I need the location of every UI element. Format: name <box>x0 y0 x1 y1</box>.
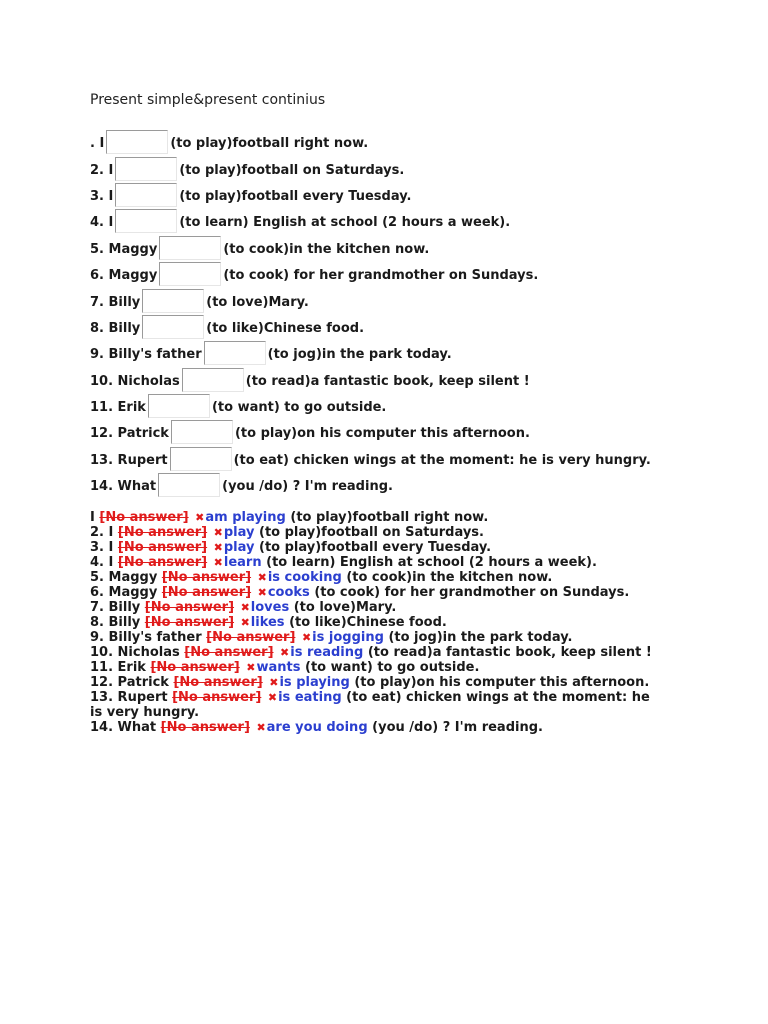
answer-text: (to cook)in the kitchen now. <box>346 570 553 585</box>
answer-text: (to read)a fantastic book, keep silent ! <box>367 645 652 660</box>
wrong-mark-icon: ✖ <box>256 721 266 734</box>
exercise-text: (to play)on his computer this afternoon. <box>234 426 530 441</box>
answer-prefix: 2. I <box>90 525 114 540</box>
answer-text: (to play)football on Saturdays. <box>259 525 484 540</box>
exercise-row <box>90 152 404 178</box>
wrong-mark-icon: ✖ <box>267 691 278 704</box>
no-answer-label: [No answer] <box>172 690 262 705</box>
exercise-row <box>90 336 452 362</box>
exercise-prefix: 5. Maggy <box>90 242 158 257</box>
no-answer-label: [No answer] <box>161 570 252 585</box>
wrong-mark-icon: ✖ <box>246 661 256 674</box>
exercise-text: (to play)football on Saturdays. <box>179 163 405 178</box>
answer-prefix: 10. Nicholas <box>90 645 180 660</box>
page-title: Present simple&present continius <box>90 92 326 108</box>
answer-prefix: 11. Erik <box>90 660 146 675</box>
answer-input[interactable] <box>106 130 168 154</box>
answer-text: (to want) to go outside. <box>305 660 480 675</box>
wrong-mark-icon: ✖ <box>280 646 290 659</box>
no-answer-label: [No answer] <box>117 540 208 555</box>
answer-line <box>90 585 660 600</box>
answer-input[interactable] <box>158 473 220 497</box>
answer-line <box>90 510 660 525</box>
exercise-prefix: 9. Billy's father <box>90 347 202 362</box>
exercise-row <box>90 178 411 204</box>
exercise-row <box>90 204 510 230</box>
exercise-row <box>90 363 530 389</box>
wrong-mark-icon: ✖ <box>195 511 205 524</box>
correct-answer: is cooking <box>267 570 342 585</box>
exercise-prefix: 8. Billy <box>90 321 141 336</box>
answer-text: (to play)football every Tuesday. <box>259 540 492 555</box>
correct-answer: am playing <box>205 510 286 525</box>
exercise-prefix: 10. Nicholas <box>90 374 180 389</box>
wrong-mark-icon: ✖ <box>213 541 223 554</box>
correct-answer: wants <box>256 660 301 675</box>
exercise-prefix: 2. I <box>90 163 114 178</box>
answer-line <box>90 525 660 540</box>
answer-prefix: 5. Maggy <box>90 570 158 585</box>
correct-answer: is jogging <box>312 630 384 645</box>
exercise-prefix: 12. Patrick <box>90 426 169 441</box>
wrong-mark-icon: ✖ <box>213 556 223 569</box>
wrong-mark-icon: ✖ <box>257 571 267 584</box>
answer-prefix: 6. Maggy <box>90 585 158 600</box>
answer-text: (to jog)in the park today. <box>388 630 573 645</box>
exercise-prefix: 13. Rupert <box>90 453 168 468</box>
correct-answer: learn <box>223 555 262 570</box>
no-answer-label: [No answer] <box>160 720 250 735</box>
exercise-row <box>90 468 393 494</box>
exercise-text: (to eat) chicken wings at the moment: he is very hungry. <box>233 453 651 468</box>
answer-input[interactable] <box>171 420 233 444</box>
exercise-row <box>90 389 386 415</box>
answer-prefix: I <box>90 510 95 525</box>
no-answer-label: [No answer] <box>150 660 240 675</box>
exercise-text: (to learn) English at school (2 hours a week). <box>179 215 511 230</box>
no-answer-label: [No answer] <box>161 585 252 600</box>
answer-prefix: 7. Billy <box>90 600 141 615</box>
correct-answer: cooks <box>267 585 310 600</box>
exercise-prefix: 3. I <box>90 189 114 204</box>
correct-answer: play <box>223 525 255 540</box>
answer-line <box>90 660 660 675</box>
answer-key <box>90 510 660 735</box>
exercise-row <box>90 442 651 468</box>
exercise-prefix: 14. What <box>90 479 157 494</box>
exercise-text: (to play)football every Tuesday. <box>179 189 412 204</box>
wrong-mark-icon: ✖ <box>269 676 279 689</box>
exercise-text: (to want) to go outside. <box>211 400 387 415</box>
answer-line <box>90 570 660 585</box>
answer-line <box>90 690 660 720</box>
answer-text: (to play)on his computer this afternoon. <box>354 675 650 690</box>
answer-text: (to play)football right now. <box>290 510 489 525</box>
exercise-row <box>90 415 530 441</box>
exercise-text: (you /do) ? I'm reading. <box>222 479 393 494</box>
correct-answer: play <box>223 540 255 555</box>
correct-answer: likes <box>250 615 285 630</box>
no-answer-label: [No answer] <box>173 675 263 690</box>
wrong-mark-icon: ✖ <box>257 586 267 599</box>
answer-line <box>90 645 660 660</box>
wrong-mark-icon: ✖ <box>240 601 250 614</box>
correct-answer: are you doing <box>266 720 368 735</box>
no-answer-label: [No answer] <box>206 630 296 645</box>
answer-prefix: 4. I <box>90 555 114 570</box>
exercise-prefix: 6. Maggy <box>90 268 158 283</box>
exercise-row <box>90 125 368 151</box>
correct-answer: is reading <box>290 645 364 660</box>
answer-text: (to like)Chinese food. <box>289 615 447 630</box>
no-answer-label: [No answer] <box>144 600 235 615</box>
answer-input[interactable] <box>204 341 266 365</box>
no-answer-label: [No answer] <box>117 555 208 570</box>
answer-input[interactable] <box>115 209 177 233</box>
exercise-text: (to love)Mary. <box>206 295 309 310</box>
answer-prefix: 12. Patrick <box>90 675 169 690</box>
answer-prefix: 14. What <box>90 720 157 735</box>
no-answer-label: [No answer] <box>99 510 189 525</box>
exercise-row <box>90 284 309 310</box>
answer-prefix: 8. Billy <box>90 615 141 630</box>
exercise-text: (to play)football right now. <box>170 136 369 151</box>
correct-answer: is playing <box>279 675 350 690</box>
answer-input[interactable] <box>159 262 221 286</box>
exercise-text: (to read)a fantastic book, keep silent ! <box>245 374 530 389</box>
wrong-mark-icon: ✖ <box>213 526 223 539</box>
answer-prefix: 3. I <box>90 540 114 555</box>
exercise-row <box>90 257 538 283</box>
exercise-prefix: 7. Billy <box>90 295 141 310</box>
exercise-text: (to cook)in the kitchen now. <box>223 242 430 257</box>
answer-text: (you /do) ? I'm reading. <box>372 720 543 735</box>
exercise-prefix: 11. Erik <box>90 400 146 415</box>
answer-line <box>90 720 660 735</box>
answer-line <box>90 675 660 690</box>
wrong-mark-icon: ✖ <box>301 631 312 644</box>
exercise-prefix: 4. I <box>90 215 114 230</box>
exercise-row <box>90 310 364 336</box>
answer-prefix: 13. Rupert <box>90 690 168 705</box>
answer-line <box>90 630 660 645</box>
exercise-text: (to like)Chinese food. <box>206 321 365 336</box>
no-answer-label: [No answer] <box>144 615 235 630</box>
no-answer-label: [No answer] <box>184 645 274 660</box>
answer-text: (to eat) chicken wings at the moment: he is very hungry. <box>90 690 650 720</box>
answer-line <box>90 555 660 570</box>
exercise-text: (to jog)in the park today. <box>267 347 452 362</box>
answer-prefix: 9. Billy's father <box>90 630 202 645</box>
answer-text: (to love)Mary. <box>293 600 397 615</box>
answer-text: (to learn) English at school (2 hours a week). <box>266 555 597 570</box>
exercise-row <box>90 231 429 257</box>
wrong-mark-icon: ✖ <box>240 616 250 629</box>
answer-line <box>90 600 660 615</box>
exercise-prefix: . I <box>90 136 105 151</box>
no-answer-label: [No answer] <box>117 525 208 540</box>
exercise-text: (to cook) for her grandmother on Sundays. <box>223 268 539 283</box>
correct-answer: loves <box>250 600 290 615</box>
answer-text: (to cook) for her grandmother on Sundays. <box>314 585 630 600</box>
correct-answer: is eating <box>278 690 342 705</box>
answer-line <box>90 615 660 630</box>
answer-line <box>90 540 660 555</box>
